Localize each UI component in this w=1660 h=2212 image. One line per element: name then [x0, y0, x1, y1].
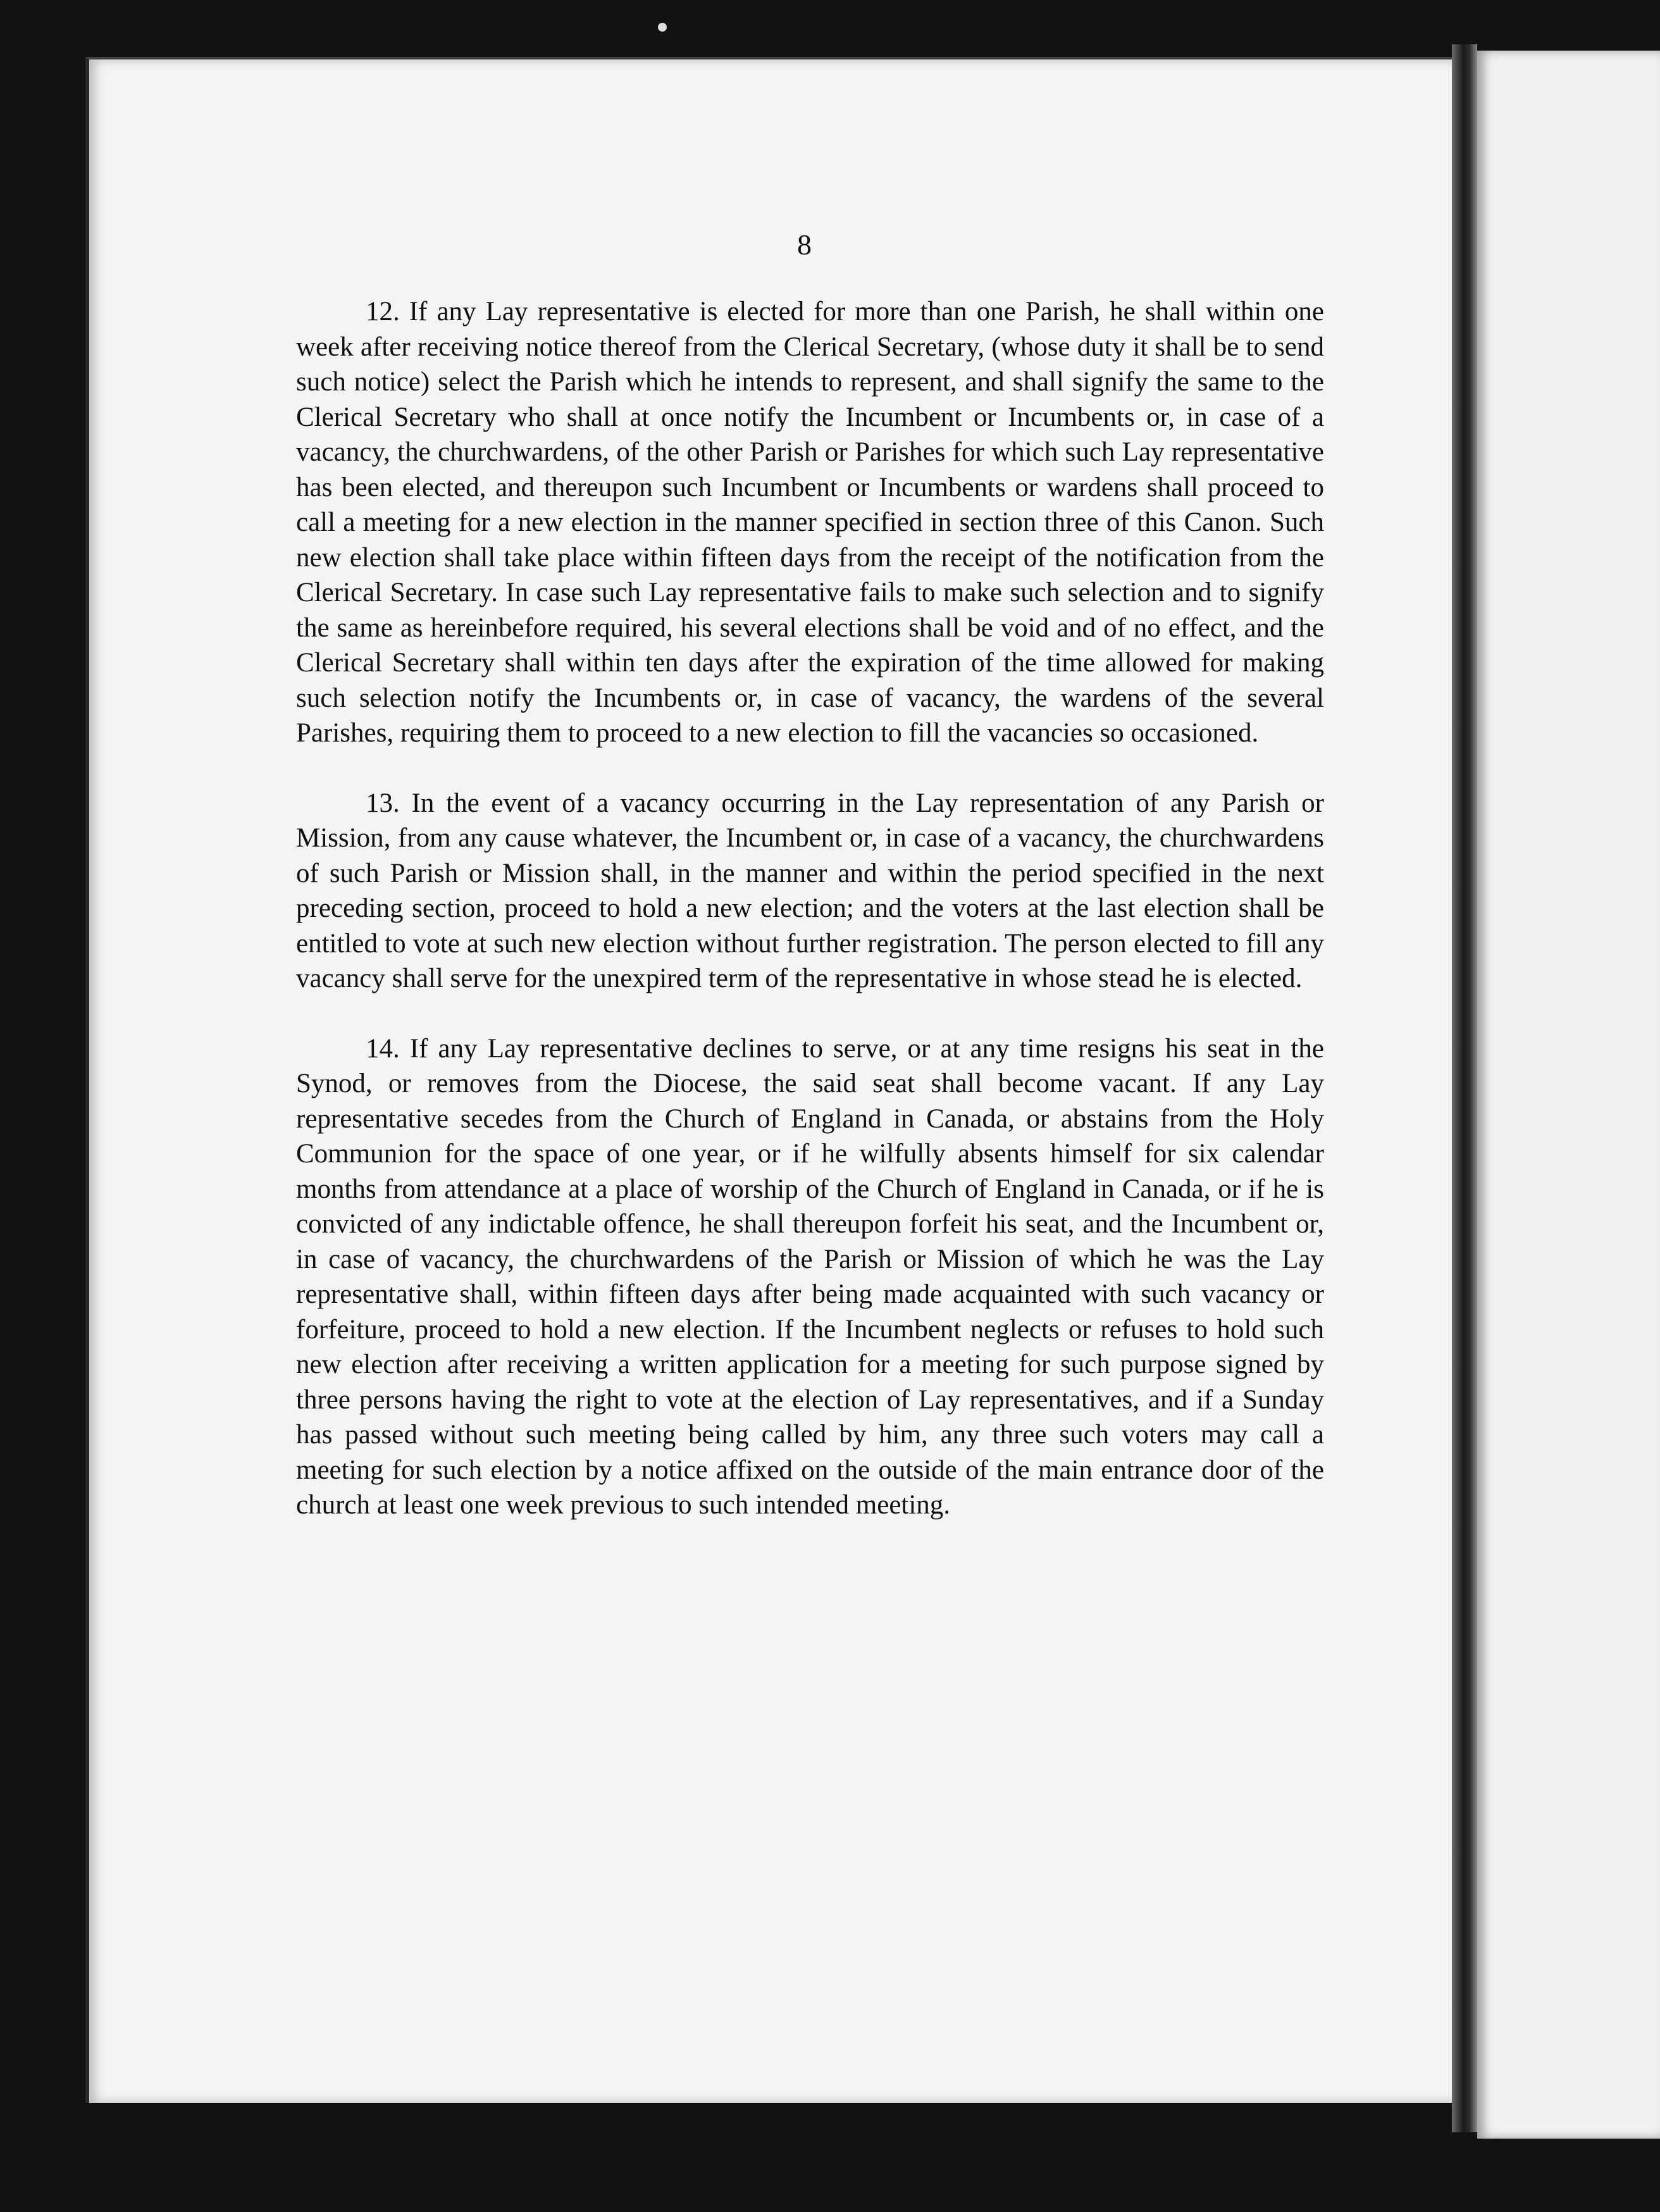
page-number: 8	[797, 228, 812, 261]
right-page	[1477, 51, 1660, 2139]
section-14-paragraph: 14. If any Lay representative declines to serve, or at any time resigns his seat in the Synod, or removes from the Diocese, the said seat shall become vacant. If any Lay representative secedes from the Church of England in Canada, or abstains from the Holy Communion for the space of one year, or if he wilfully absents himself for six calendar months from attendance at a place of worship of the Church of England in Canada, or if he is convicted of any indictable offence, he shall thereupon forfeit his seat, and the Incumbent or, in case of vacancy, the churchwardens of the Parish or Mission of which he was the Lay representative shall, within fifteen days after being made acquainted with such vacancy or forfeiture, proceed to hold a new election. If the Incumbent neglects or refuses to hold such new election after receiving a written application for a meeting for such purpose signed by three persons having the right to vote at the election of Lay representatives, and if a Sunday has passed without such meeting being called by him, any three such voters may call a meeting for such election by a notice affixed on the outside of the main entrance door of the church at least one week previous to such intended meeting.	[296, 1033, 1324, 1520]
dust-speck	[658, 23, 667, 32]
section-12-paragraph: 12. If any Lay representative is elected for more than one Parish, he shall within one week after receiving notice thereof from the Clerical Secretary, (whose duty it shall be to send such notice) select the Parish which he intends to represent, and shall signify the same to the Clerical Secretary who shall at once notify the Incumbent or Incumbents or, in case of a vacancy, the churchwardens, of the other Parish or Parishes for which such Lay representative has been elected, and thereupon such Incumbent or Incumbents or wardens shall proceed to call a meeting for a new election in the manner specified in section three of this Canon. Such new election shall take place within fifteen days from the receipt of the notification from the Clerical Secretary. In case such Lay representative fails to make such selection and to signify the same as hereinbefore required, his several elections shall be void and of no effect, and the Clerical Secretary shall within ten days after the expiration of the time allowed for making such selection notify the Incumbents or, in case of vacancy, the wardens of the several Parishes, requiring them to proceed to a new election to fill the vacancies so occasioned.	[296, 297, 1324, 748]
section-13-paragraph: 13. In the event of a vacancy occurring in the Lay representation of any Parish or Mission, from any cause whatever, the Incumbent or, in case of a vacancy, the churchwardens of such Parish or Mission shall, in the manner and within the period specified in the next preceding section, proceed to hold a new election; and the voters at the last election shall be entitled to vote at such new election without further registration. The person elected to fill any vacancy shall serve for the unexpired term of the representative in whose stead he is elected.	[296, 788, 1324, 993]
body-text	[296, 294, 1324, 1558]
book-gutter	[1452, 44, 1477, 2132]
